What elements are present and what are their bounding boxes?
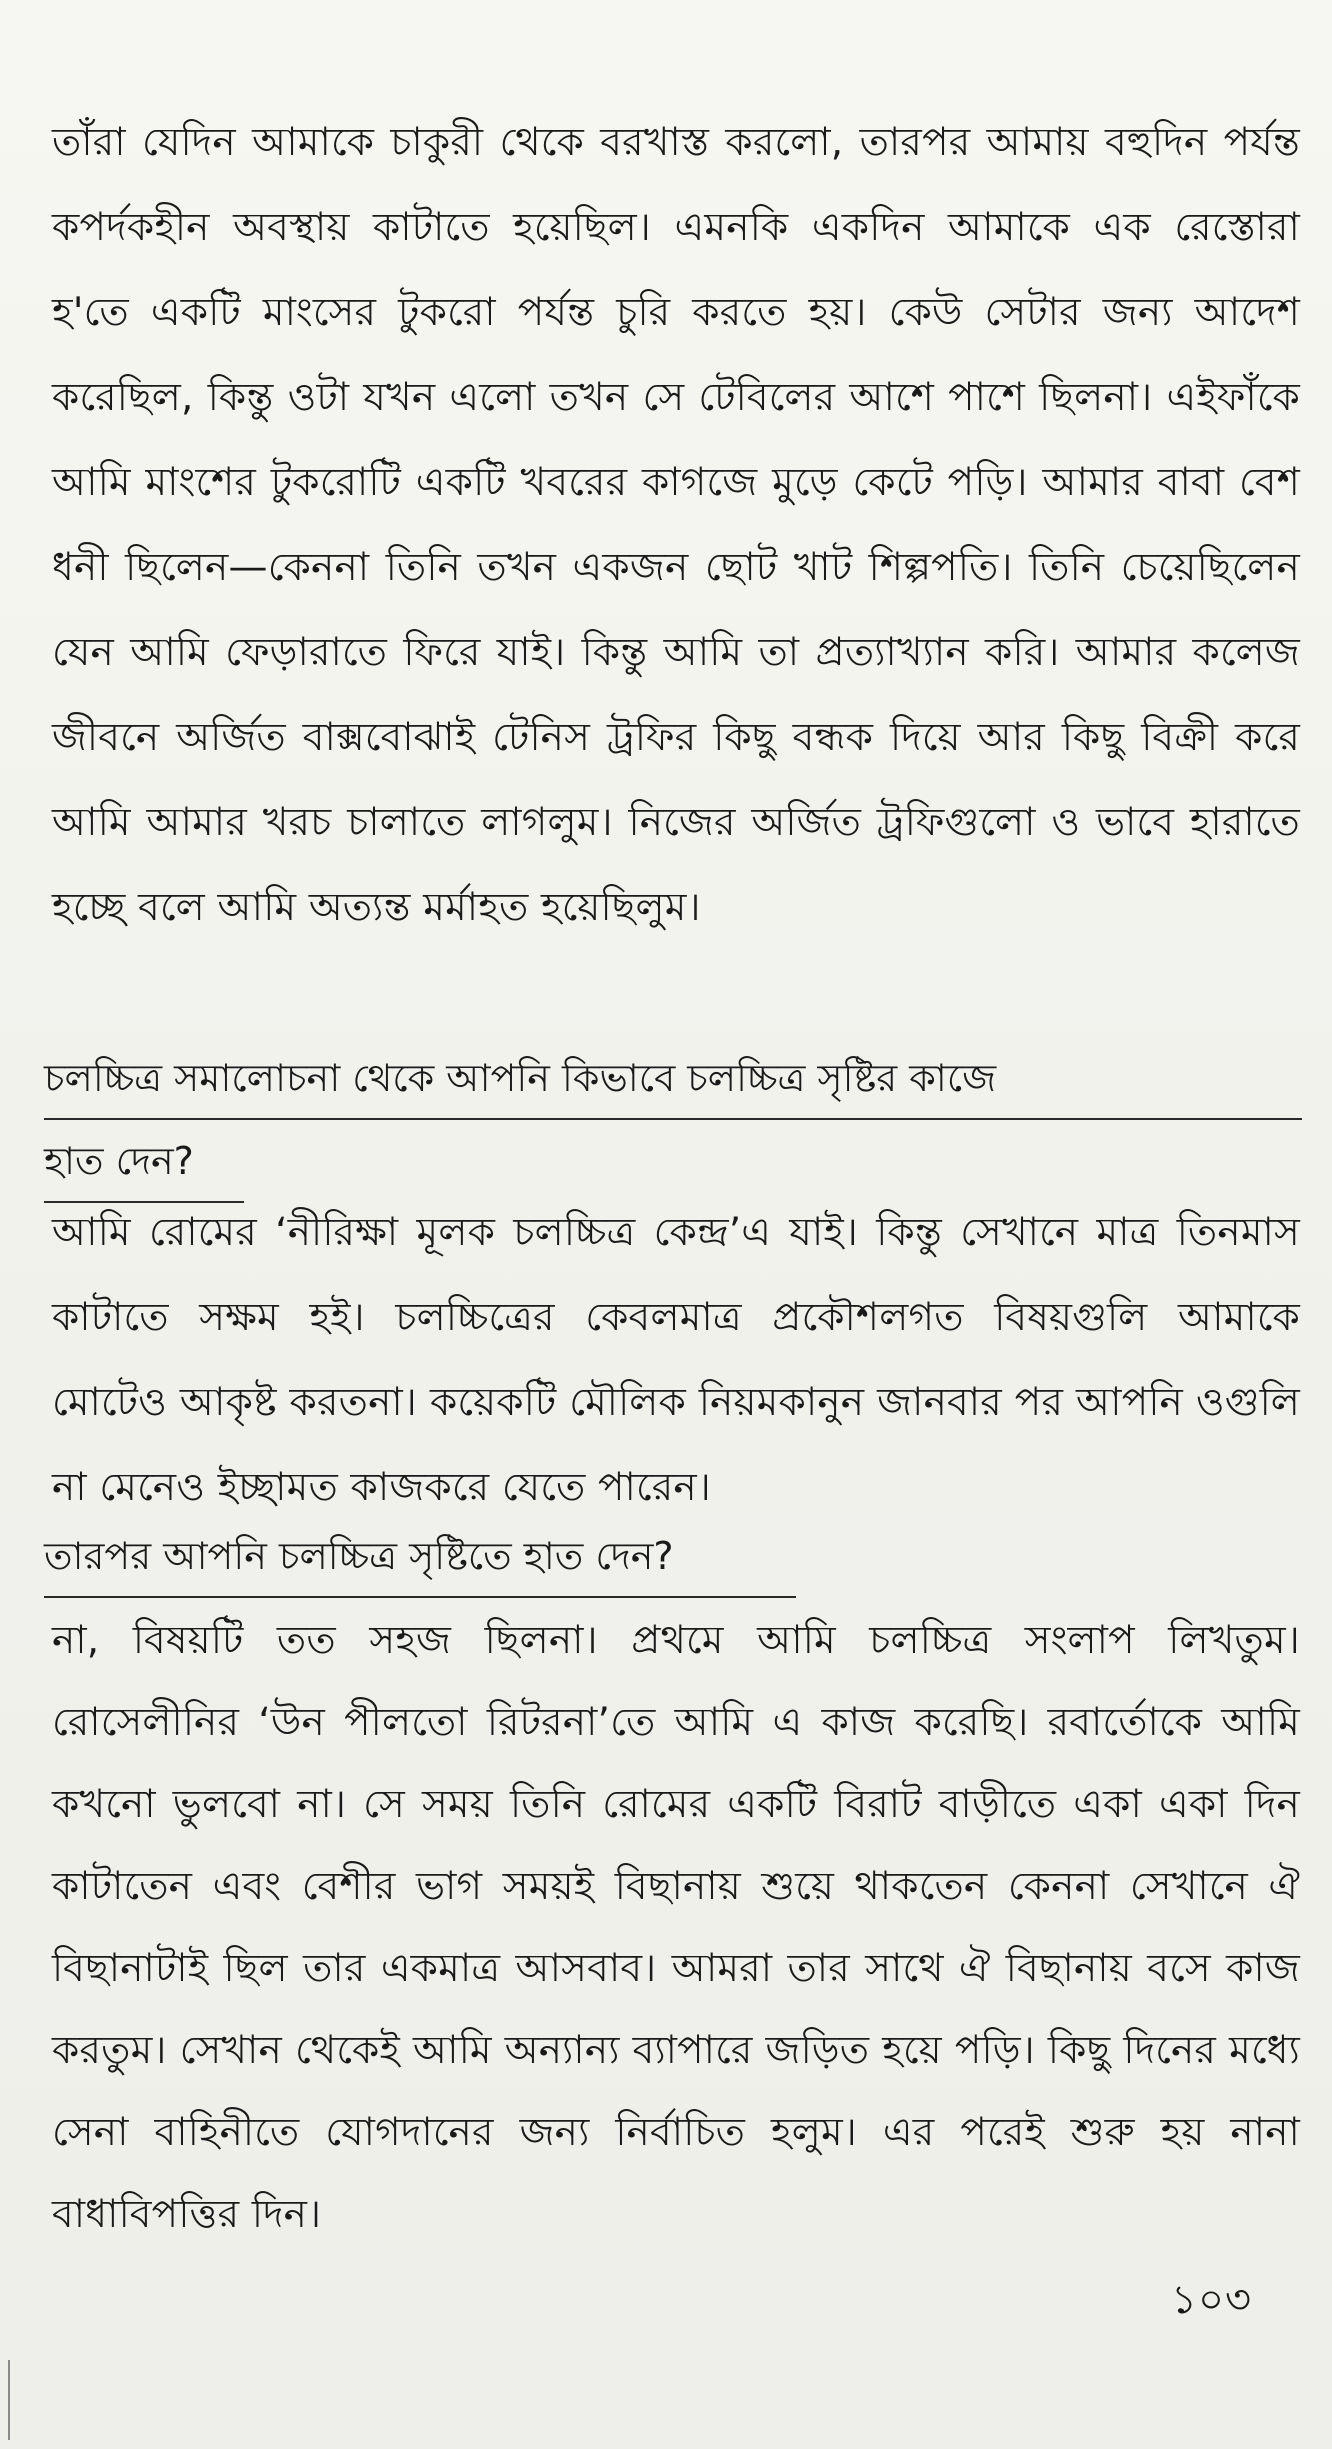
page-number: ১০৩ <box>1171 2277 1252 2323</box>
page-edge-mark <box>8 2360 10 2440</box>
answer-1-paragraph: আমি রোমের ‘নীরিক্ষা মূলক চলচ্চিত্র কেন্দ্র’এ যাই। কিন্তু সেখানে মাত্র তিনমাস কাটাতে সক্ষম হই। চলচ্চিত্রের কেবলমাত্র প্রকৌশলগত বিষয়গুলি আমাকে মোটেও আকৃষ্ট করতনা। কয়েকটি মৌলিক নিয়মকানুন জানবার পর আপনি ওগুলি না মেনেও ইচ্ছামত কাজকরে যেতে পারেন। <box>52 1210 1300 1510</box>
question-2: তারপর আপনি চলচ্চিত্র সৃষ্টিতে হাত দেন? <box>44 1520 796 1598</box>
answer-2-paragraph: না, বিষয়টি তত সহজ ছিলনা। প্রথমে আমি চলচ্চিত্র সংলাপ লিখতুম। রোসেলীনির ‘উন পীলতো রিটরনা’তে আমি এ কাজ করেছি। রবার্তোকে আমি কখনো ভুলবো না। সে সময় তিনি রোমের একটি বিরাট বাড়ীতে একা একা দিন কাটাতেন এবং বেশীর ভাগ সময়ই বিছানায় শুয়ে থাকতেন কেননা সেখানে ঐ বিছানাটাই ছিল তার একমাত্র আসবাব। আমরা তার সাথে ঐ বিছানায় বসে কাজ করতুম। সেখান থেকেই আমি অন্যান্য ব্যাপারে জড়িত হয়ে পড়ি। কিছু দিনের মধ্যে সেনা বাহিনীতে যোগদানের জন্য নির্বাচিত হলুম। এর পরেই শুরু হয় নানা বাধাবিপত্তির দিন। <box>52 1618 1301 2237</box>
question-1-line-1: চলচ্চিত্র সমালোচনা থেকে আপনি কিভাবে চলচ্চিত্র সৃষ্টির কাজে <box>44 1042 1302 1120</box>
question-1-line-2: হাত দেন? <box>44 1125 244 1203</box>
opening-paragraph: তাঁরা যেদিন আমাকে চাকুরী থেকে বরখাস্ত করলো, তারপর আমায় বহুদিন পর্যন্ত কপর্দকহীন অবস্থায় কাটাতে হয়েছিল। এমনকি একদিন আমাকে এক রেস্তোরা হ'তে একটি মাংসের টুকরো পর্যন্ত চুরি করতে হয়। কেউ সেটার জন্য আদেশ করেছিল, কিন্তু ওটা যখন এলো তখন সে টেবিলের আশে পাশে ছিলনা। এইফাঁকে আমি মাংশের টুকরোটি একটি খবরের কাগজে মুড়ে কেটে পড়ি। আমার বাবা বেশ ধনী ছিলেন—কেননা তিনি তখন একজন ছোট খাট শিল্পপতি। তিনি চেয়েছিলেন যেন আমি ফেড়ারাতে ফিরে যাই। কিন্তু আমি তা প্রত্যাখ্যান করি। আমার কলেজ জীবনে অর্জিত বাক্সবোঝাই টেনিস ট্রফির কিছু বন্ধক দিয়ে আর কিছু বিক্রী করে আমি আমার খরচ চালাতে লাগলুম। নিজের অর্জিত ট্রফিগুলো ও ভাবে হারাতে হচ্ছে বলে আমি অত্যন্ত মর্মাহত হয়েছিলুম। <box>52 120 1300 930</box>
